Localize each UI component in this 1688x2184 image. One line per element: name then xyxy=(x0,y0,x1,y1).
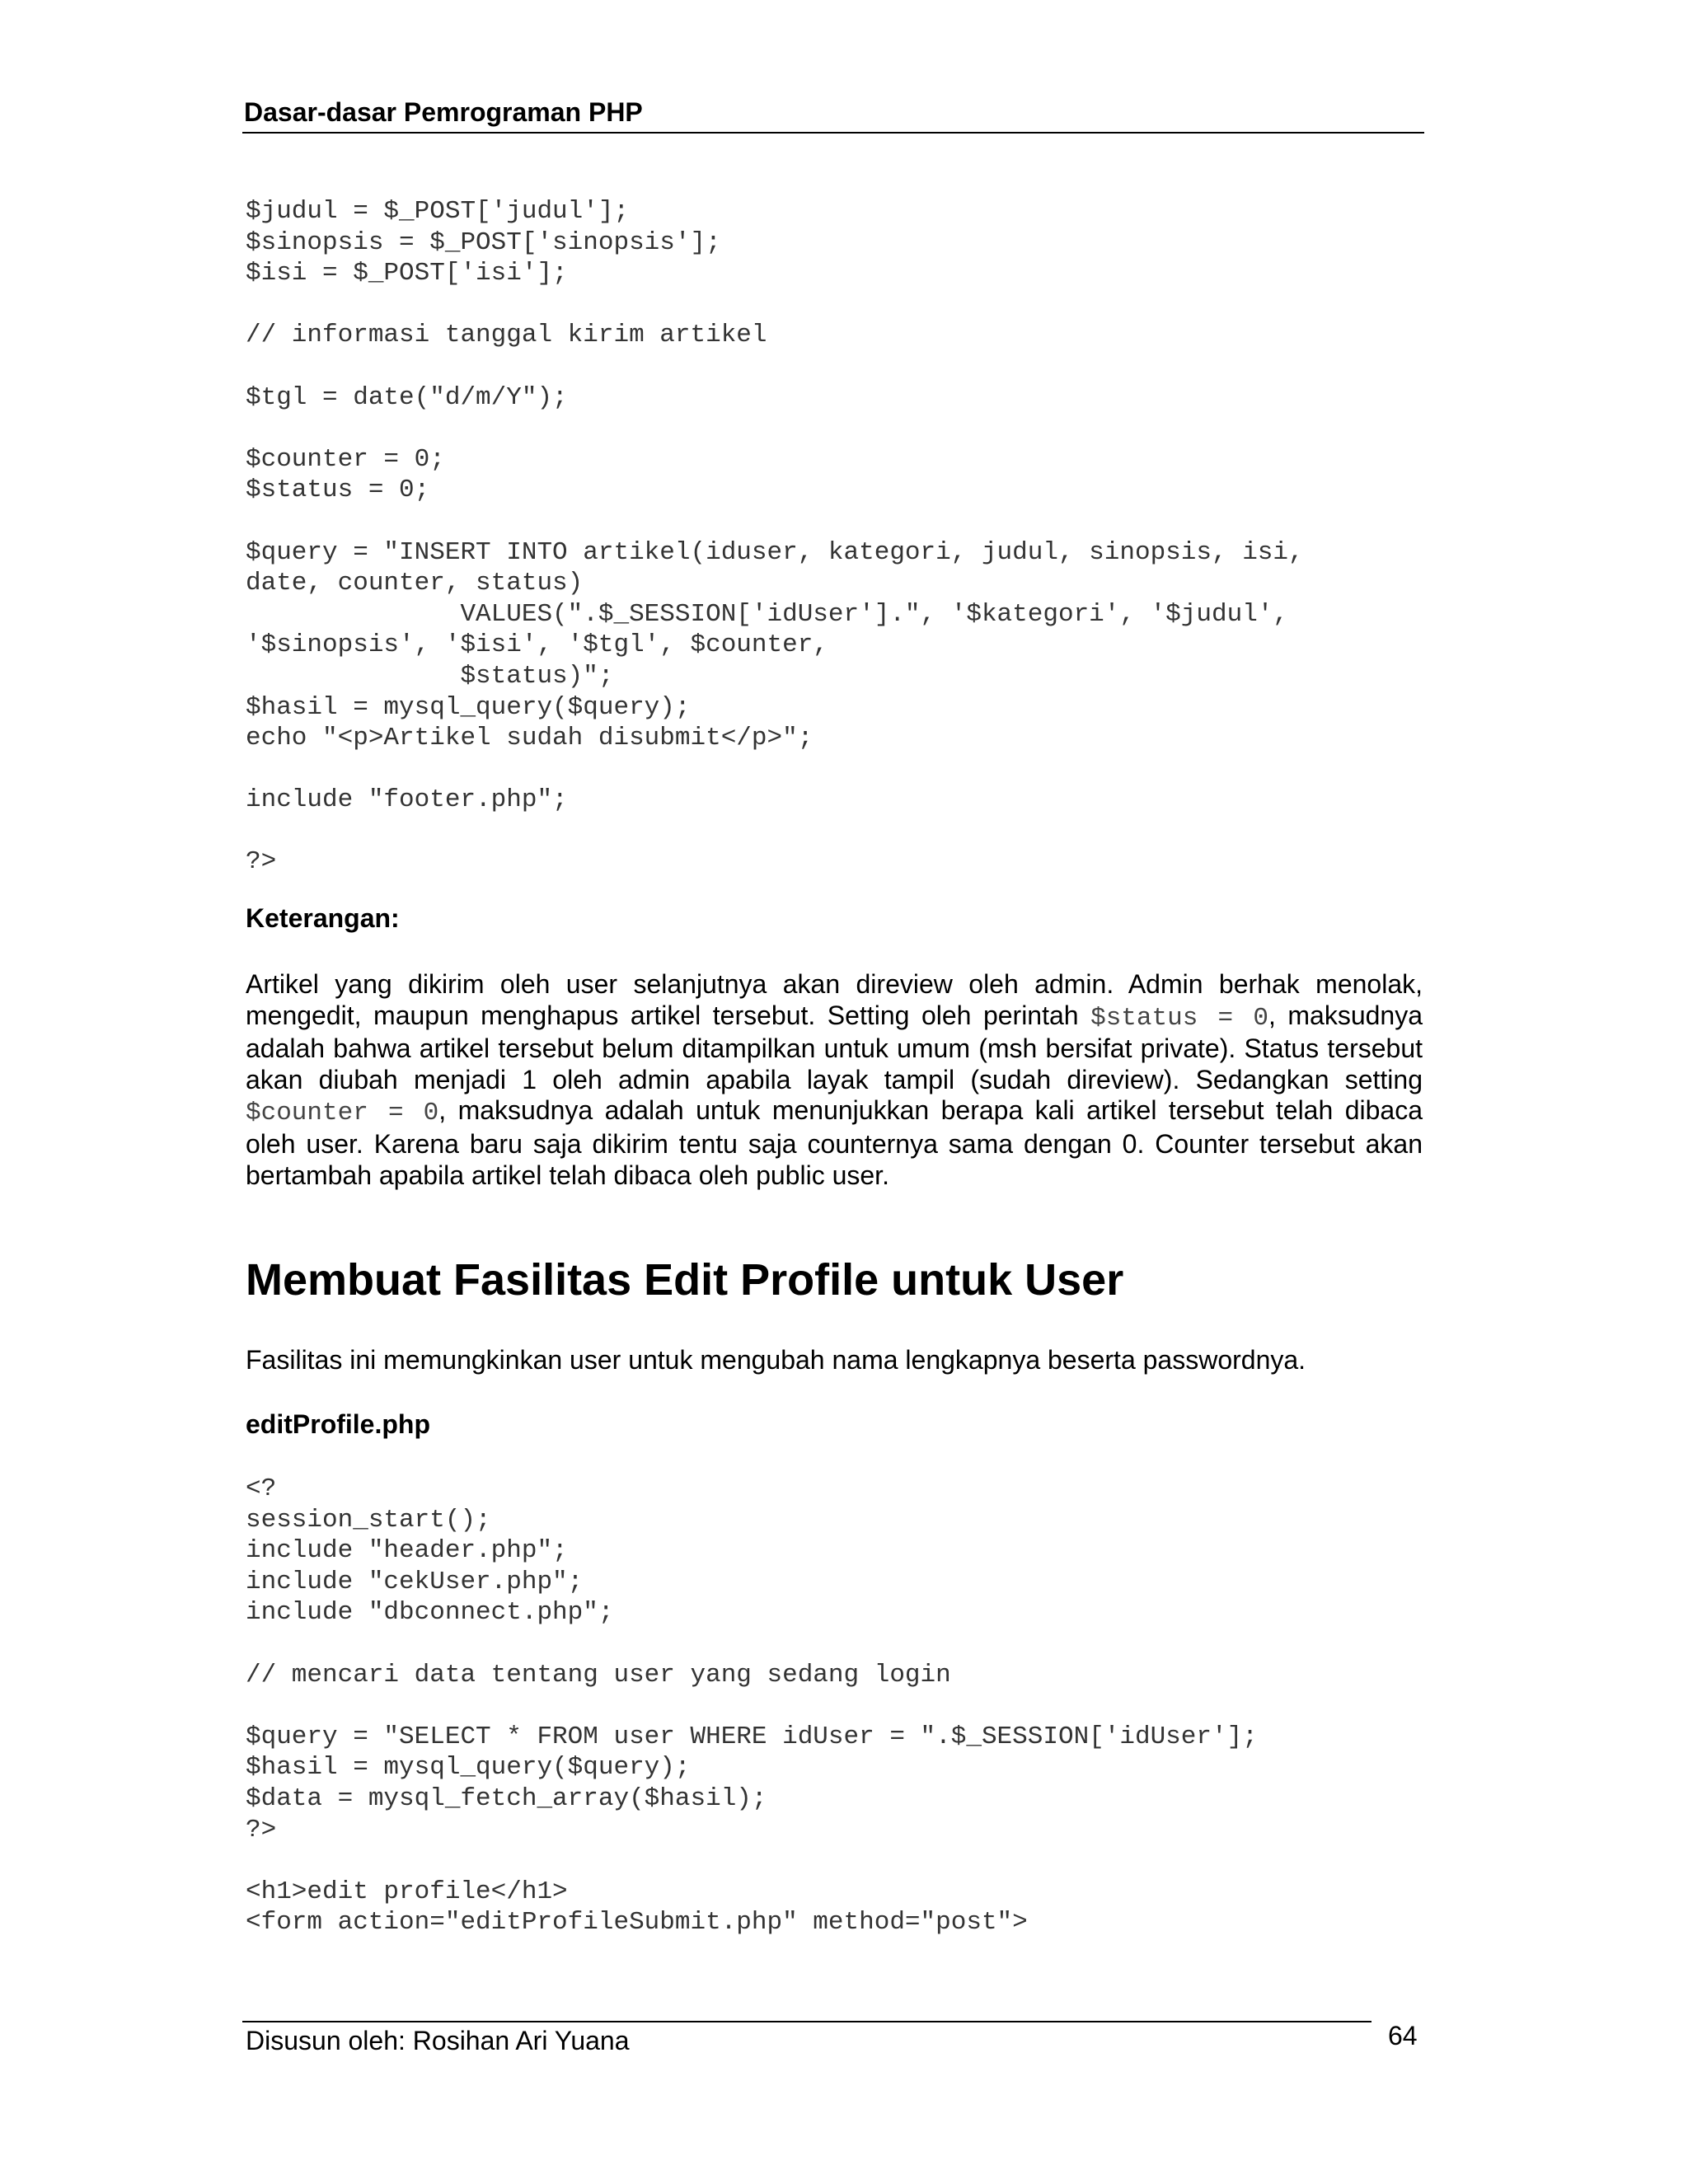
keterangan-text-3: , maksudnya adalah untuk menunjukkan berapa kali artikel tersebut telah dibaca oleh user. Karena baru saja dikirim tentu saja counternya sama dengan 0. Counter tersebut akan bertambah apabila artikel telah dibaca oleh public user. xyxy=(246,1095,1423,1190)
page-number: 64 xyxy=(1388,2021,1418,2050)
keterangan-text-2: , maksudnya adalah bahwa artikel tersebut belum ditampilkan untuk umum (msh bersifat private). Status tersebut akan diubah menjadi 1 oleh admin apabila layak tampil (sudah direview). Sedangkan setting xyxy=(246,1000,1423,1094)
section-intro: Fasilitas ini memungkinkan user untuk mengubah nama lengkapnya beserta passwordnya. xyxy=(246,1345,1306,1375)
code-block-edit-profile: <? session_start(); include "header.php"; include "cekUser.php"; include "dbconnect.php"; // mencari data tentang user yang sedang login $query = "SELECT * FROM user WHERE idUser = ".$_SESSION['idUser']; $hasil = mysql_query($query); $data = mysql_fetch_array($hasil); ?> <h1>edit profile</h1> <form action="editProfileSubmit.php" method="post"> xyxy=(246,1474,1258,1938)
file-label: editProfile.php xyxy=(246,1409,430,1439)
keterangan-text-1: Artikel yang dikirim oleh user selanjutnya akan direview oleh admin. Admin berhak menolak, mengedit, maupun menghapus artikel tersebut. Setting oleh perintah xyxy=(246,969,1423,1030)
keterangan-paragraph xyxy=(246,969,1423,1191)
keterangan-label: Keterangan: xyxy=(246,903,400,933)
keterangan-code-status: $status = 0 xyxy=(1090,1003,1268,1033)
running-header: Dasar-dasar Pemrograman PHP xyxy=(244,97,643,127)
keterangan-code-counter: $counter = 0 xyxy=(246,1099,439,1128)
footer-author: Disusun oleh: Rosihan Ari Yuana xyxy=(246,2026,630,2055)
header-divider xyxy=(242,132,1424,134)
section-heading: Membuat Fasilitas Edit Profile untuk User xyxy=(246,1255,1124,1305)
code-block-article-submit: $judul = $_POST['judul']; $sinopsis = $_POST['sinopsis']; $isi = $_POST['isi']; // informasi tanggal kirim artikel $tgl = date("d/m/Y"); $counter = 0; $status = 0; $query = "INSERT INTO artikel(iduser, kategori, judul, sinopsis, isi, date, counter, status) VALUES(".$_SESSION['idUser'].", '$kategori', '$judul', '$sinopsis', '$isi', '$tgl', $counter, $status)"; $hasil = mysql_query($query); echo "<p>Artikel sudah disubmit</p>"; include "footer.php"; ?> xyxy=(246,197,1304,877)
footer-divider xyxy=(242,2021,1372,2022)
